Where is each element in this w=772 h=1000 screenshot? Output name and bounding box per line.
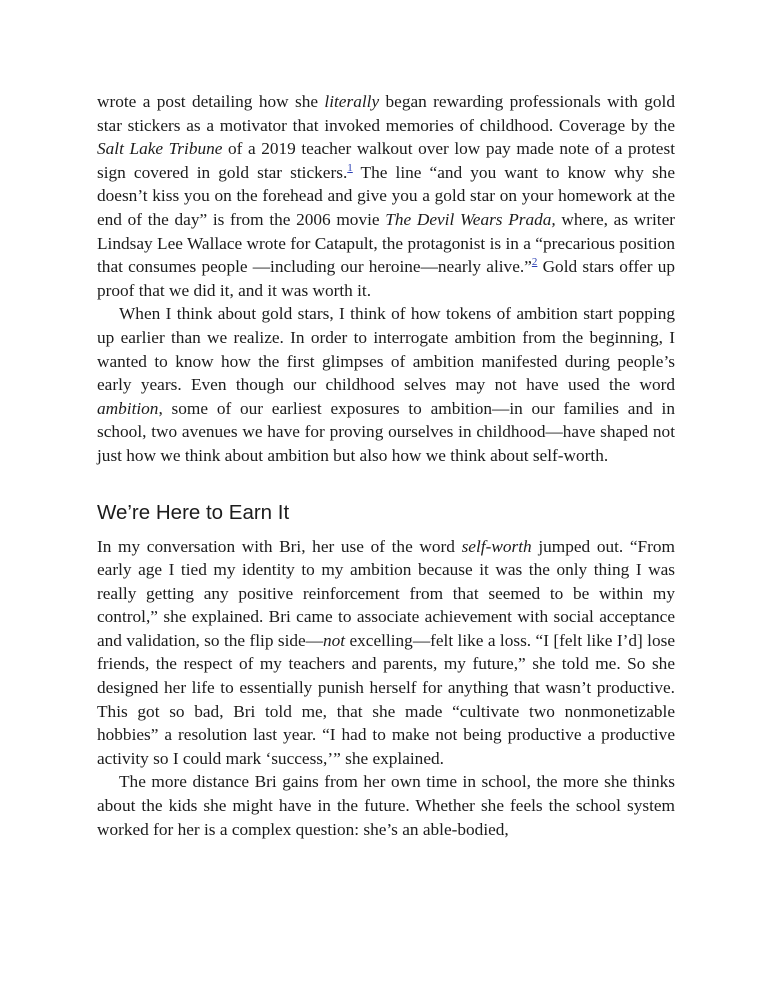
text-run: The line “and you want to know why she doesn’t kiss you on the forehead and give you a gold star on your homework at the end of the day” is from the 2006 movie — [97, 162, 675, 229]
text-run: When I think about gold stars, I think of how tokens of ambition start popping up earlier than we realize. In order to interrogate ambition from the beginning, I wanted to know how the first glimpses of ambition manifested during people’s early years. Even though our childhood selves may not have used the word — [97, 304, 675, 395]
paragraph-school-system — [97, 770, 675, 841]
text-run: Gold stars offer up proof that we did it, and it was worth it. — [97, 257, 675, 300]
paragraph-gold-stars — [97, 90, 675, 302]
text-run: began rewarding professionals with gold star stickers as a motivator that invoked memories of childhood. Coverage by the — [97, 92, 675, 135]
section-heading: We’re Here to Earn It — [97, 500, 290, 524]
text-run: , some of our earliest exposures to ambition—in our families and in school, two avenues we have for proving ourselves in childhood—have shaped not just how we think about ambition but also how we think about self-worth. — [97, 398, 675, 465]
paragraph-tokens-of-ambition — [97, 302, 675, 467]
italic-text: literally — [324, 92, 380, 111]
text-run: of a 2019 teacher walkout over low pay made note of a protest sign covered in gold star stickers. — [97, 139, 675, 182]
book-page — [97, 90, 675, 841]
text-run: The more distance Bri gains from her own time in school, the more she thinks about the kids she might have in the future. Whether she feels the school system worked for her is a complex question: she’s an able-bodied, — [97, 772, 675, 839]
text-run: where, as writer Lindsay Lee Wallace wrote for Catapult, the protagonist is in a “precarious position that consumes people —including our heroine—nearly alive.” — [97, 209, 676, 277]
text-run: excelling—felt like a loss. “I [felt like I’d] lose friends, the respect of my teachers and parents, my future,” she told me. So she designed her life to essentially punish herself for anything that wasn’t productive. This got so bad, Bri told me, that she made “cultivate two nonmonetizable hobbies” a resolution last year. “I had to make not being productive a productive activity so I could mark ‘success,’” she explained. — [97, 630, 675, 768]
italic-text: Salt Lake Tribune — [97, 139, 223, 159]
text-run: jumped out. “From early age I tied my identity to my ambition because it was the only thing I was really getting any positive reinforcement from that seemed to be within my control,” she explained. Bri came to associate achievement with social acceptance and validation, so the flip side— — [97, 536, 675, 650]
italic-text: ambition — [97, 398, 159, 418]
italic-text: The Devil Wears Prada, — [385, 209, 556, 229]
italic-text: self-worth — [461, 536, 532, 556]
text-run: In my conversation with Bri, her use of the word — [97, 536, 462, 556]
text-run: wrote a post detailing how she — [97, 92, 325, 111]
paragraph-self-worth — [97, 535, 675, 771]
italic-text: not — [322, 630, 346, 650]
footnote-link-2[interactable]: 2 — [531, 256, 538, 269]
footnote-link-1[interactable]: 1 — [347, 161, 353, 174]
